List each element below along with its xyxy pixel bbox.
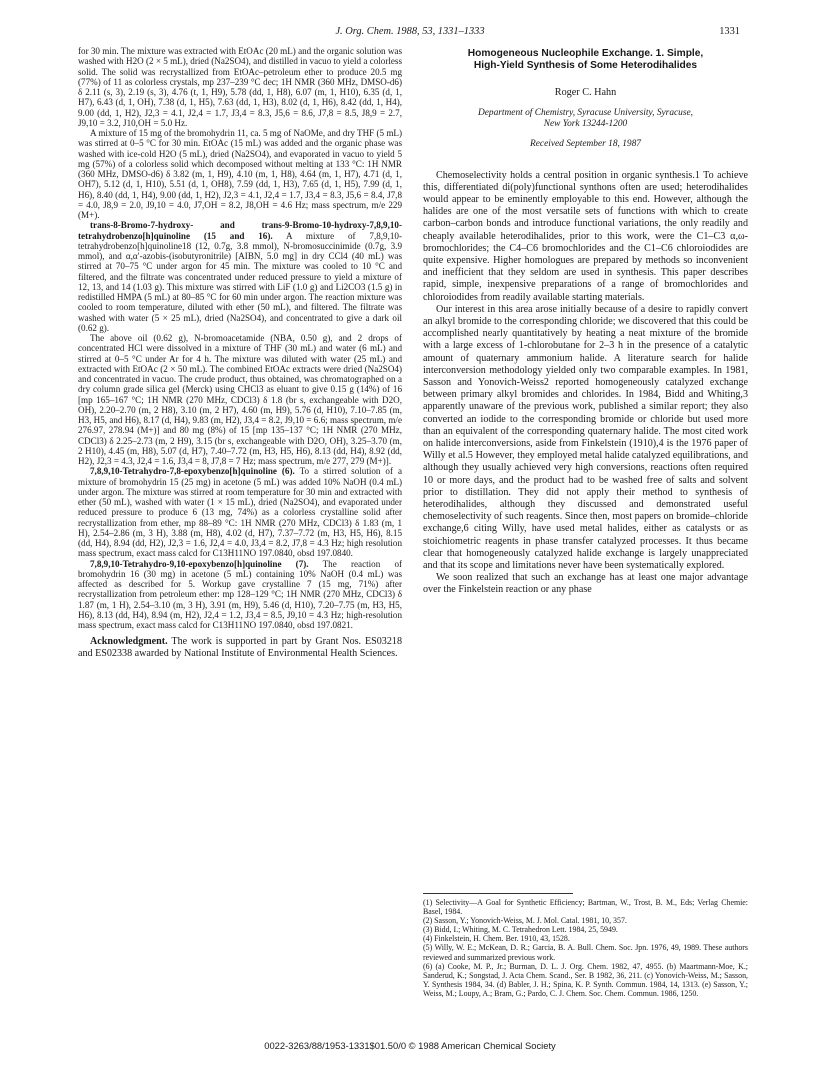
body-paragraph-interest: Our interest in this area arose initially because of a desire to rapidly convert an alkyl bromide to the corresponding chloride; we discovered that this could be accomplished nearly quantitatively by heating a neat mixture of the bromide with a large excess of 1-chlorobutane for 2–3 h in the presence of a catalytic amount of quaternary ammonium halide. A literature search for halide interconversion methodology yielded only two comparable examples. In 1981, Sasson and Yonovich-Weiss2 reported homogeneously catalyzed exchange between primary alkyl bromides and chlorides. In 1984, Bidd and Whiting,3 apparently unaware of the previous work, published a similar report; they also converted an iodide to the corresponding bromide or chloride but used more than an equivalent of the corresponding quaternary halide. The most cited work on halide interconversions, aside from Finkelstein (1910),4 is the 1976 paper of Willy et al.5 However, they employed metal halide catalyzed equilibrations, and although they usually achieved very high conversions, reactions often required 10 or more days, and the product had to be washed free of salts and solvent prior to distillation. They did not apply their method to synthesis of heterodihalides, although they discussed and demonstrated useful chemoselectivity of such reagents. Since then, most papers on bromide–chloride exchange,6 citing Willy, have used metal halides, either as catalysts or as stoichiometric reagents in phase transfer catalyzed processes. It thus became clear that homogeneously catalyzed halide exchange is largely unappreciated and that its scope and limitations never have been systematically explored.: [423, 303, 748, 571]
acknowledgment-text: The work is supported in part by Grant Nos. ES03218 and ES02338 awarded by National Institute of Environmental Health Sciences.: [78, 636, 402, 660]
experimental-section-15-16: [78, 220, 402, 333]
footnote-3: (3) Bidd, I.; Whiting, M. C. Tetrahedron Lett. 1984, 25, 5949.: [423, 925, 618, 935]
acknowledgment: [78, 636, 402, 660]
section-heading-15-16: trans-8-Bromo-7-hydroxy- and trans-9-Bromo-10-hydroxy-7,8,9,10-tetrahydrobenzo[h]quinoline (15 and 16).: [78, 220, 402, 241]
received-date: Received September 18, 1987: [530, 139, 641, 150]
running-head: [0, 26, 820, 40]
article-title-line-2: High-Yield Synthesis of Some Heterodihalides: [473, 60, 698, 71]
body-paragraph-advantage: We soon realized that such an exchange has at least one major advantage over the Finkelstein reaction or any phase: [423, 572, 748, 596]
footnote-4: (4) Finkelstein, H. Chem. Ber. 1910, 43, 1528.: [423, 934, 570, 944]
copyright-footer: 0022-3263/88/1953-1331$01.50/0 © 1988 American Chemical Society: [264, 1040, 556, 1051]
acknowledgment-label: Acknowledgment.: [90, 636, 168, 648]
experimental-paragraph-oil: The above oil (0.62 g), N-bromoacetamide (NBA, 0.50 g), and 2 drops of concentrated HCl were dissolved in a mixture of THF (30 mL) and water (6 mL) and stirred at 0–5 °C under Ar for 4 h. The mixture was diluted with water (25 mL) and extracted with EtOAc (2 × 50 mL). The combined EtOAc extracts were dried (Na2SO4) and concentrated in vacuo. The crude product, thus obtained, was chromatographed on a dry column grade silica gel (Merck) using CHCl3 as eluant to give 0.15 g (14%) of 16 [mp 165–167 °C; 1H NMR (270 MHz, CDCl3) δ 1.8 (br s, exchangeable with D2O, OH), 2.20–2.70 (m, 2 H8), 3.10 (m, 2 H7), 4.60 (m, H9), 5.76 (d, H10), 7.10–7.85 (m, H3, H5, and H6), 8.17 (d, H4), 9.83 (m, H2), J3,4 = 8.2, J9,10 = 6.6; mass spectrum, m/e 276.97, 278.94 (M+)] and 80 mg (8%) of 15 [mp 135–137 °C; 1H NMR (270 MHz, CDCl3) δ 2.25–2.73 (m, 2 H9), 3.15 (br s, exchangeable with D2O, OH), 3.25–3.70 (m, 2 H10), 4.45 (m, H8), 5.07 (d, H7), 7.40–7.72 (m, H3, H5, H6), 8.13 (dd, H4), 8.92 (dd, H2), J2,3 = 4.3, J2,4 = 1.6, J3,4 = 8, J7,8 = 7 Hz; mass spectrum, m/e 277, 279 (M+)].: [78, 333, 402, 466]
right-column: [423, 46, 748, 597]
footnote-1: (1) Selectivity—A Goal for Synthetic Efficiency; Bartman, W., Trost, B. M., Eds; Verlag Chemie: Basel, 1984.: [423, 898, 748, 917]
experimental-section-7: [78, 559, 402, 631]
article-title-line-1: Homogeneous Nucleophile Exchange. 1. Simple,: [467, 48, 704, 59]
footnote-2: (2) Sasson, Y.; Yonovich-Weiss, M. J. Mol. Catal. 1981, 10, 357.: [423, 916, 627, 926]
affiliation-line-2: New York 13244-1200: [543, 119, 628, 130]
footnote-6: (6) (a) Cooke, M. P., Jr.; Burman, D. L. J. Org. Chem. 1982, 47, 4955. (b) Maartmann-Moe, K.; Sanderud, K.; Songstad, J. Acta Chem. Scand., Ser. B 1982, 36, 211. (c) Yonovich-Weiss, M.; Sasson, Y. Synthesis 1984, 34. (d) Babler, J. H.; Spina, K. P. Synth. Commun. 1984, 14, 1313. (e) Sasson, Y.; Weiss, M.; Loupy, A.; Bram, G.; Pardo, C. J. Chem. Soc. Chem. Commun. 1986, 1250.: [423, 961, 748, 998]
experimental-paragraph-11: for 30 min. The mixture was extracted with EtOAc (20 mL) and the organic solution was washed with H2O (2 × 5 mL), dried (Na2SO4), and distilled in vacuo to yield a colorless solid. The solid was recrystallized from EtOAc–petroleum ether to produce 20.5 mg (77%) of 11 as colorless crystals, mp 237–239 °C dec; 1H NMR (360 MHz, DMSO-d6) δ 2.11 (s, 3), 2.19 (s, 3), 4.76 (t, 1, H9), 5.78 (dd, 1, H8), 6.07 (m, 1, H10), 6.35 (d, 1, H7), 6.43 (d, 1, OH), 7.38 (d, 1, H5), 7.63 (dd, 1, H3), 8.02 (d, 1, H6), 8.42 (dd, 1, H4), 9.00 (dd, 1, H2), J2,3 = 4.1, J2,4 = 1.7, J3,4 = 8.3, J5,6 = 8.6, J7,8 = 8.5, J8,9 = 2.7, J9,10 = 3.2, J10,OH = 5.0 Hz.: [78, 46, 402, 128]
section-text-15-16: A mixture of 7,8,9,10-tetrahydrobenzo[h]quinoline18 (12, 0.7g, 3.8 mmol), N-bromosuccinimide (0.7g, 3.9 mmol), and α,α′-azobis-(isobutyronitrile) [AIBN, 5.0 mg] in dry CCl4 (40 mL) was stirred at 70–75 °C under argon for 45 min. The mixture was cooled to 10 °C and filtered, and the filtrate was concentrated under reduced pressure to yield a mixture of 12, 13, and 14 (1.03 g). This mixture was stirred with LiF (1.0 g) and Li2CO3 (1.5 g) in redistilled HMPA (5 mL) at 80–85 °C for 60 min under argon. The reaction mixture was cooled to room temperature, diluted with ether (50 mL), and filtered. The filtrate was washed with water (5 × 25 mL), dried (Na2SO4), and concentrated to give a dark oil (0.62 g).: [78, 230, 402, 333]
footnote-rule: [423, 893, 573, 894]
left-column: [78, 46, 402, 661]
section-text-7: The reaction of bromohydrin 16 (30 mg) in acetone (5 mL) containing 10% NaOH (0.4 mL) was affected as described for 5. Workup gave crystalline 7 (15 mg, 71%) after recrystallization from petroleum ether: mp 128–129 °C; 1H NMR (270 MHz, CDCl3) δ 1.87 (m, 1 H), 2.54–3.10 (m, 3 H), 3.91 (m, H9), 5.46 (d, H10), 7.20–7.75 (m, H3, H5, H6), 8.13 (dd, H4), 8.94 (m, H2), J2,4 = 1.2, J3,4 = 8.5, J9,10 = 4.3 Hz; high-resolution mass spectrum, exact mass calcd for C13H11NO 197.0840, obsd 197.0821.: [78, 558, 403, 630]
experimental-section-6: [78, 466, 402, 558]
affiliation-line-1: Department of Chemistry, Syracuse University, Syracuse,: [477, 108, 694, 119]
journal-citation: J. Org. Chem. 1988, 53, 1331–1333: [335, 26, 485, 37]
author: Roger C. Hahn: [554, 87, 617, 98]
footnote-5: (5) Willy, W. E.; McKean, D. R.; Garcia, B. A. Bull. Chem. Soc. Jpn. 1976, 49, 1989. These authors reviewed and summarized previous work.: [423, 943, 748, 962]
article-title: [423, 48, 748, 72]
experimental-paragraph-diol: A mixture of 15 mg of the bromohydrin 11, ca. 5 mg of NaOMe, and dry THF (5 mL) was stirred at 0–5 °C for 30 min. EtOAc (15 mL) was added and the organic phase was washed with ice-cold H2O (5 mL), dried (Na2SO4), and evaporated in vacuo to yield 5 mg (57%) of a colorless solid which decomposed without melting at 133 °C: 1H NMR (360 MHz, DMSO-d6) δ 3.82 (m, 1, H9), 4.10 (m, 1, H8), 4.64 (m, 1, H7), 4.71 (d, 1, OH7), 5.12 (d, 1, H10), 5.51 (d, 1, OH8), 7.59 (dd, 1, H3), 7.65 (d, 1, H5), 7.99 (d, 1, H6), 8.40 (dd, 1, H4), 9.00 (dd, 1, H2), J2,3 = 4.1, J2,4 = 1.7, J3,4 = 8.3, J5,6 = 8.4, J7,8 = 4.0, J8,9 = 2.0, J9,10 = 4.0, J7,OH = 8.2, J8,OH = 4.6 Hz; mass spectrum, m/e 229 (M+).: [78, 128, 402, 220]
section-heading-7: 7,8,9,10-Tetrahydro-9,10-epoxybenzo[h]quinoline (7).: [90, 558, 309, 569]
section-heading-6: 7,8,9,10-Tetrahydro-7,8-epoxybenzo[h]quinoline (6).: [90, 466, 295, 477]
page-number: 1331: [719, 26, 740, 37]
footnotes: [423, 893, 748, 998]
affiliation: [423, 108, 748, 130]
body-paragraph-intro: Chemoselectivity holds a central position in organic synthesis.1 To achieve this, differentiated di(poly)functional synthons often are used; heterodihalides would appear to be eminently employable to this end. However, although the halides are one of the most versatile sets of functions with which to create carbon–carbon bonds and introduce functional variations, the only readily and cheaply available heterodihalides, prior to this work, were the C1–C3 α,ω-bromochlorides; the C4–C6 bromochlorides and the C1–C6 chloroiodides are quite expensive. Higher homologues are prepared by methods so inconvenient and inefficient that they seldom are used in synthesis. This paper describes rapid, simple, inexpensive preparations of a range of bromochlorides and chloroiodides from readily available starting materials.: [423, 169, 748, 303]
section-text-6: To a stirred solution of a mixture of bromohydrin 15 (25 mg) in acetone (5 mL) was added 10% NaOH (0.4 mL) under argon. The mixture was stirred at room temperature for 30 min and extracted with ether (50 mL), washed with water (1 × 15 mL), dried (Na2SO4), and evaporated under reduced pressure to produce 6 (13 mg, 74%) as a colorless crystalline solid after recrystallization from ether, mp 88–89 °C: 1H NMR (270 MHz, CDCl3) δ 1.83 (m, 1 H), 2.54–2.86 (m, 3 H), 3.88 (m, H8), 4.02 (d, H7), 7.37–7.72 (m, H3, H5, H6), 8.15 (dd, H4), 8.94 (dd, H2), J2,3 = 1.6, J2,4 = 4.0, J3,4 = 8.2, J7,8 = 4.3 Hz; high resolution mass spectrum, exact mass calcd for C13H11NO 197.0840, obsd 197.0840.: [78, 466, 403, 559]
article-body: [423, 170, 748, 597]
